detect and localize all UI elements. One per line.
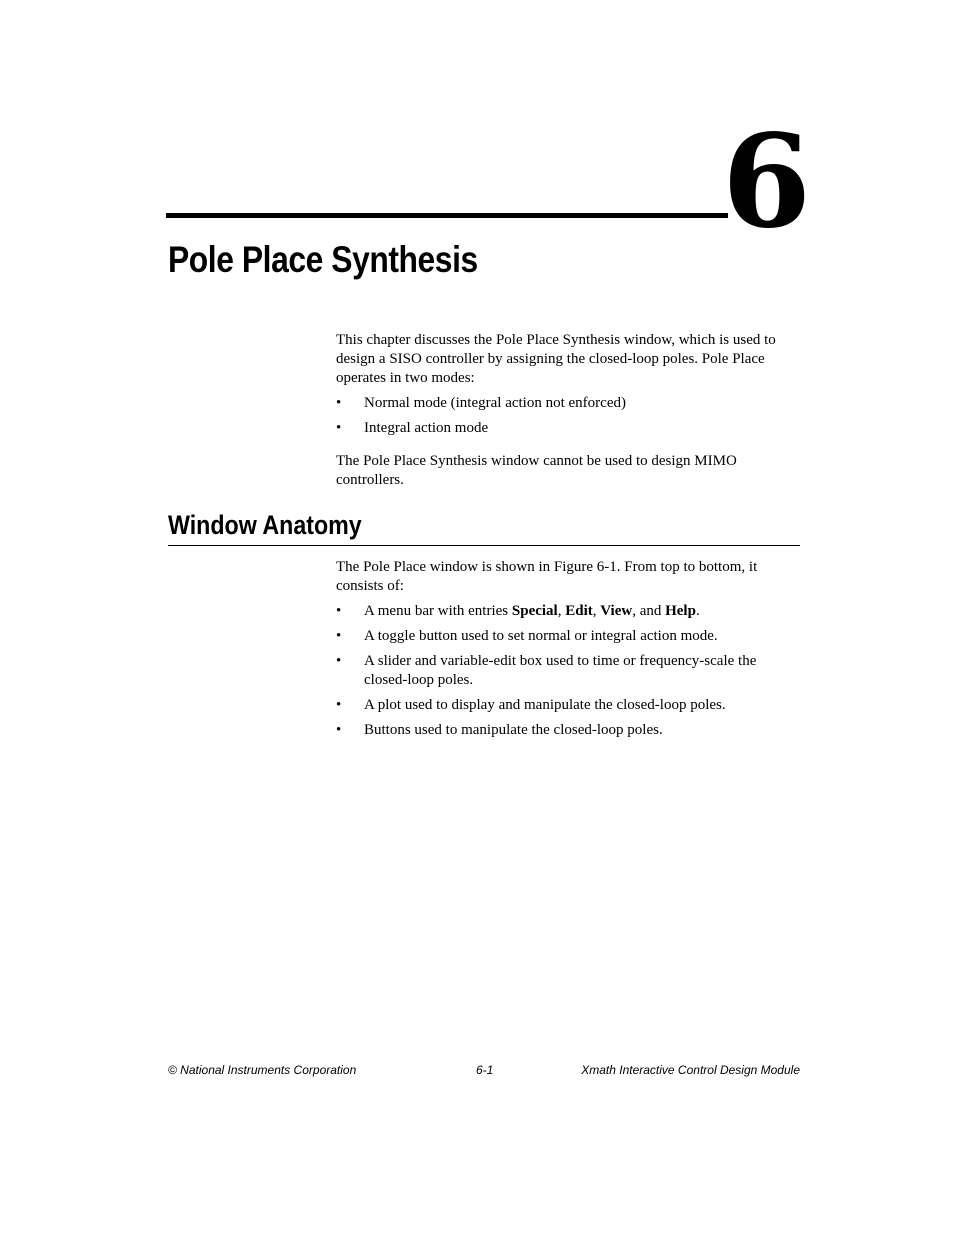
plot-item: A plot used to display and manipulate the closed-loop poles. bbox=[364, 697, 726, 713]
separator: , bbox=[592, 603, 601, 619]
chapter-title: Pole Place Synthesis bbox=[168, 239, 478, 280]
footer-left: © National Instruments Corporation bbox=[168, 1063, 357, 1077]
modes-list bbox=[336, 394, 800, 444]
list-item bbox=[336, 419, 800, 438]
bullet-icon: • bbox=[336, 653, 342, 669]
chapter-number: 6 bbox=[722, 107, 810, 257]
intro-paragraph: This chapter discusses the Pole Place Synthesis window, which is used to design a SISO controller by assigning the closed-loop poles. Pole Place operates in two modes: bbox=[336, 332, 776, 386]
menu-bar-item bbox=[364, 603, 700, 619]
bullet-icon: • bbox=[336, 603, 342, 619]
bullet-icon: • bbox=[336, 697, 342, 713]
toggle-button-item: A toggle button used to set normal or integral action mode. bbox=[364, 628, 718, 644]
list-item bbox=[336, 652, 800, 690]
menu-entry-edit: Edit bbox=[565, 603, 593, 619]
buttons-item: Buttons used to manipulate the closed-loop poles. bbox=[364, 722, 663, 738]
mode-integral: Integral action mode bbox=[364, 420, 489, 436]
bullet-icon: • bbox=[336, 722, 342, 738]
mode-normal: Normal mode (integral action not enforced) bbox=[364, 395, 626, 411]
bullet-icon: • bbox=[336, 420, 342, 436]
slider-item: A slider and variable-edit box used to time or frequency-scale the closed-loop poles. bbox=[364, 653, 757, 688]
section-rule bbox=[168, 545, 800, 546]
footer-right: Xmath Interactive Control Design Module bbox=[581, 1063, 800, 1077]
separator: , bbox=[557, 603, 566, 619]
menu-bar-prefix: A menu bar with entries bbox=[364, 603, 512, 619]
separator: . bbox=[695, 603, 700, 619]
anatomy-list bbox=[336, 602, 800, 746]
menu-entry-view: View bbox=[600, 603, 633, 619]
list-item bbox=[336, 627, 800, 646]
section-paragraph: The Pole Place window is shown in Figure 6-1. From top to bottom, it consists of: bbox=[336, 559, 758, 594]
list-item bbox=[336, 394, 800, 413]
chapter-rule bbox=[166, 213, 728, 218]
bullet-icon: • bbox=[336, 395, 342, 411]
footer-page-number: 6-1 bbox=[476, 1063, 494, 1077]
separator: , and bbox=[632, 603, 666, 619]
menu-entry-special: Special bbox=[511, 603, 558, 619]
list-item bbox=[336, 721, 800, 740]
bullet-icon: • bbox=[336, 628, 342, 644]
section-title: Window Anatomy bbox=[168, 510, 362, 540]
mimo-note: The Pole Place Synthesis window cannot be used to design MIMO controllers. bbox=[336, 453, 737, 488]
list-item bbox=[336, 602, 800, 621]
menu-entry-help: Help bbox=[665, 603, 696, 619]
list-item bbox=[336, 696, 800, 715]
